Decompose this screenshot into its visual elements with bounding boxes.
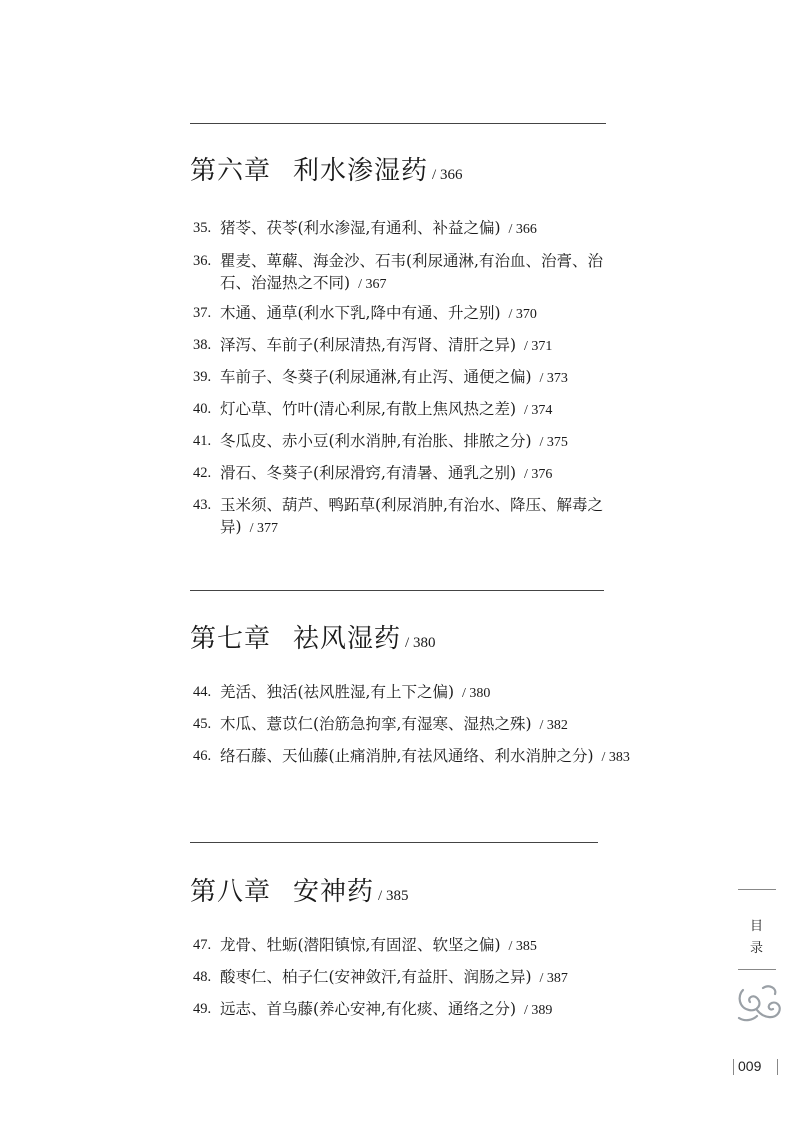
chapter-heading — [190, 871, 408, 908]
side-tab-rule-bottom — [738, 969, 776, 970]
entry-number: 46. — [193, 748, 212, 764]
chapter-page: / 385 — [378, 888, 409, 904]
toc-entry[interactable] — [193, 681, 633, 705]
entry-text: 车前子、冬葵子(利尿通淋,有止泻、通便之偏) — [220, 368, 532, 386]
toc-entry[interactable] — [193, 302, 633, 326]
entry-number: 39. — [193, 369, 212, 385]
chapter-label: 第七章 — [190, 624, 272, 654]
toc-entry[interactable] — [193, 494, 633, 540]
entry-number: 35. — [193, 220, 212, 236]
entry-text: 龙骨、牡蛎(潜阳镇惊,有固涩、软坚之偏) — [220, 936, 501, 954]
side-tab-char: 目 — [750, 919, 764, 934]
entry-page: / 389 — [524, 1003, 553, 1018]
entry-text: 猪苓、茯苓(利水渗湿,有通利、补益之偏) — [220, 219, 501, 237]
entry-page: / 374 — [524, 403, 553, 418]
toc-entry[interactable] — [193, 998, 633, 1022]
entry-number: 44. — [193, 684, 212, 700]
chapter-rule — [190, 590, 604, 591]
toc-entry[interactable] — [193, 462, 633, 486]
entry-text: 滑石、冬葵子(利尿滑窍,有清暑、通乳之别) — [220, 464, 517, 482]
side-tab-char: 录 — [750, 941, 764, 956]
chapter-page: / 366 — [432, 167, 463, 183]
entry-page: / 380 — [462, 686, 491, 701]
entry-text: 玉米须、葫芦、鸭跖草(利尿消肿,有治水、降压、解毒之异) — [220, 496, 603, 536]
toc-entry[interactable] — [193, 250, 633, 296]
chapter-title: 安神药 — [293, 877, 375, 907]
toc-entry[interactable] — [193, 966, 633, 990]
entry-number: 36. — [193, 253, 212, 269]
entry-page: / 370 — [508, 307, 537, 322]
folio-bar-left — [733, 1059, 734, 1075]
entry-number: 41. — [193, 433, 212, 449]
entry-text: 灯心草、竹叶(清心利尿,有散上焦风热之差) — [220, 400, 517, 418]
side-tab-rule-top — [738, 889, 776, 890]
toc-entry[interactable] — [193, 217, 633, 241]
chapter-heading — [190, 618, 435, 655]
entry-page: / 373 — [539, 371, 568, 386]
entry-number: 40. — [193, 401, 212, 417]
entry-number: 38. — [193, 337, 212, 353]
entry-number: 43. — [193, 497, 212, 513]
entry-number: 37. — [193, 305, 212, 321]
entry-text: 冬瓜皮、赤小豆(利水消肿,有治胀、排脓之分) — [220, 432, 532, 450]
entry-page: / 385 — [508, 939, 537, 954]
entry-page: / 371 — [524, 339, 553, 354]
chapter-title: 祛风湿药 — [293, 624, 402, 654]
entry-number: 48. — [193, 969, 212, 985]
toc-entry[interactable] — [193, 430, 633, 454]
toc-entry[interactable] — [193, 713, 633, 737]
folio-bar-right — [777, 1059, 778, 1075]
entry-text: 羌活、独活(祛风胜湿,有上下之偏) — [220, 683, 455, 701]
entry-page: / 375 — [539, 435, 568, 450]
chapter-page: / 380 — [405, 635, 436, 651]
entry-text: 泽泻、车前子(利尿清热,有泻肾、清肝之异) — [220, 336, 517, 354]
scroll-ornament-icon — [733, 978, 783, 1028]
chapter-rule — [190, 842, 598, 843]
entry-page: / 376 — [524, 467, 553, 482]
entry-number: 47. — [193, 937, 212, 953]
entry-page: / 377 — [249, 521, 278, 536]
entry-text: 瞿麦、萆薢、海金沙、石韦(利尿通淋,有治血、治膏、治石、治湿热之不同) — [220, 252, 603, 292]
entry-text: 酸枣仁、柏子仁(安神敛汗,有益肝、润肠之异) — [220, 968, 532, 986]
chapter-rule — [190, 123, 606, 124]
entry-page: / 387 — [539, 971, 568, 986]
toc-entry[interactable] — [193, 334, 633, 358]
entry-page: / 382 — [539, 718, 568, 733]
entry-number: 45. — [193, 716, 212, 732]
entry-text: 木瓜、薏苡仁(治筋急拘挛,有湿寒、湿热之殊) — [220, 715, 532, 733]
toc-entry[interactable] — [193, 745, 633, 769]
entry-page: / 367 — [358, 277, 387, 292]
entry-page: / 366 — [508, 222, 537, 237]
entry-text: 远志、首乌藤(养心安神,有化痰、通络之分) — [220, 1000, 517, 1018]
chapter-label: 第八章 — [190, 877, 272, 907]
page-number: 009 — [738, 1058, 762, 1074]
entry-text: 络石藤、天仙藤(止痛消肿,有祛风通络、利水消肿之分) — [220, 747, 594, 765]
toc-entry[interactable] — [193, 934, 633, 958]
entry-page: / 383 — [601, 750, 630, 765]
toc-entry[interactable] — [193, 366, 633, 390]
chapter-title: 利水渗湿药 — [293, 156, 429, 186]
toc-entry[interactable] — [193, 398, 633, 422]
entry-number: 42. — [193, 465, 212, 481]
chapter-heading — [190, 150, 462, 187]
entry-number: 49. — [193, 1001, 212, 1017]
chapter-label: 第六章 — [190, 156, 272, 186]
entry-text: 木通、通草(利水下乳,降中有通、升之别) — [220, 304, 501, 322]
